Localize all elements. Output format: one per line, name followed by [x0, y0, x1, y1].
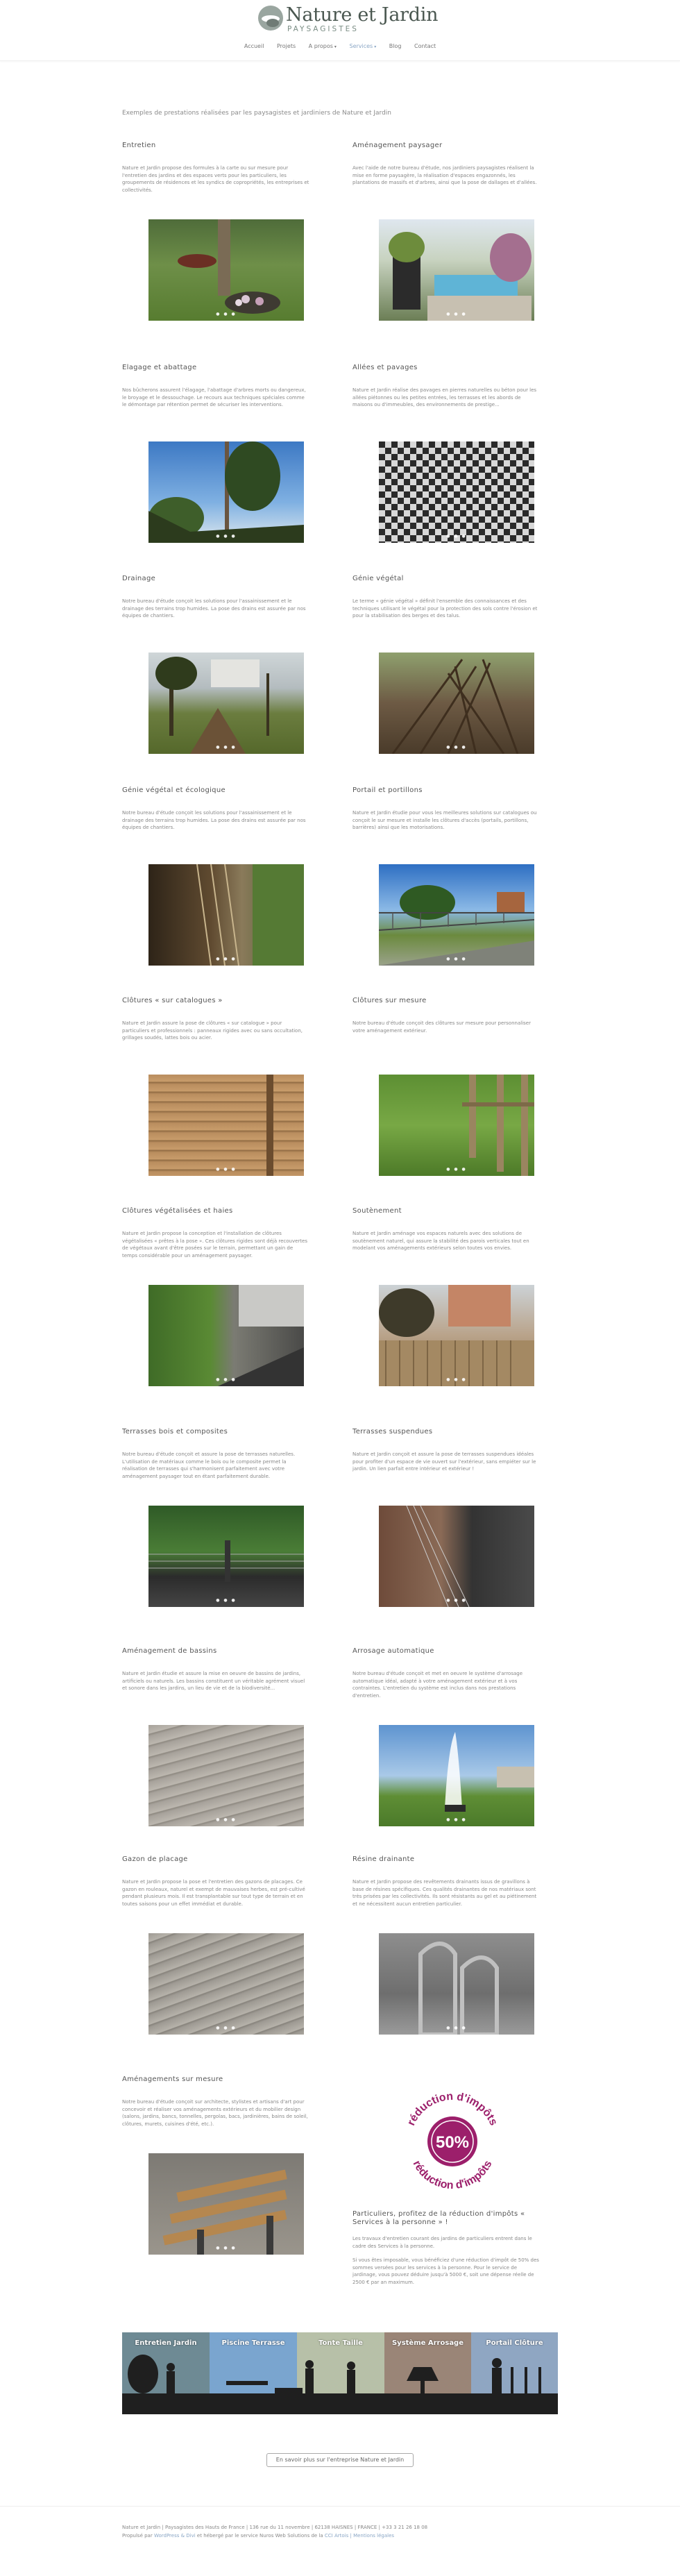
service-text: Nature et Jardin aménage vos espaces naturels avec des solutions de soutènement naturel, qui assure la stabilité des parois verticales tout en modelant vos aménagements extérieurs selon toutes vos envies.: [352, 1231, 529, 1251]
service-block: [352, 786, 540, 961]
main-nav: [0, 43, 680, 49]
service-image-drainage[interactable]: [148, 653, 304, 754]
services-banner[interactable]: [122, 2332, 558, 2414]
service-title: Portail et portillons: [352, 786, 423, 794]
nav-label: Contact: [414, 43, 436, 49]
carousel-dots[interactable]: ● ● ●: [216, 1377, 237, 1382]
service-block: [122, 142, 309, 317]
tax-text-1: Les travaux d'entretien courant des jardins de particuliers entrent dans le cadre des Services à la personne.: [352, 2236, 532, 2249]
nav-item-projets[interactable]: [277, 43, 296, 49]
service-text: Notre bureau d'étude conçoit et assure la pose de terrasses naturelles. L'utilisation de matériaux comme le bois ou le composite permet la réalisation de terrasses qui s'harmonisent parfaitement avec votre aménagement paysager tout en étant parfaitement durable.: [122, 1451, 296, 1479]
service-image-terrasses-bois[interactable]: [148, 1506, 304, 1607]
service-image-bassins[interactable]: [148, 1725, 304, 1826]
service-block: [122, 1855, 309, 2030]
banner-label: Entretien Jardin: [135, 2339, 197, 2347]
nav-label: Services: [349, 43, 373, 49]
service-text: Nature et Jardin propose des formules à la carte ou sur mesure pour l'entretien des jardins et des espaces verts pour les particuliers, les groupements de résidences et les syndics de copropriétés, les entreprises et collectivités.: [122, 165, 309, 193]
service-text: Le terme « génie végétal » définit l'ensemble des connaissances et des techniques utilisant le végétal pour la protection des sols contre l'érosion et pour la stabilisation des berges et des talus.: [352, 598, 538, 618]
banner-label: Piscine Terrasse: [221, 2339, 285, 2347]
footer-credits: [122, 2533, 394, 2539]
nav-item-blog[interactable]: [389, 43, 402, 49]
service-text: Nature et Jardin réalise des pavages en pierres naturelles ou béton pour les allées piétonnes ou les petites entrées, les terrasses et les abords de maisons ou d'immeubles, des environnements de prestige...: [352, 387, 537, 407]
service-block: [352, 1855, 540, 2030]
intro-text: Exemples de prestations réalisées par les paysagistes et jardiniers de Nature et Jardin: [122, 110, 391, 117]
service-image-allees[interactable]: [379, 441, 534, 543]
nav-item-contact[interactable]: [414, 43, 436, 49]
chevron-down-icon: ▾: [334, 44, 337, 49]
nav-label: Accueil: [244, 43, 264, 49]
site-header: [0, 0, 680, 61]
logo-subtitle: PAYSAGISTES: [287, 25, 359, 33]
carousel-dots[interactable]: ● ● ●: [446, 1377, 467, 1382]
service-block: [122, 364, 309, 539]
service-title: Génie végétal et écologique: [122, 786, 226, 794]
service-text: Nature et Jardin assure la pose de clôtures « sur catalogue » pour particuliers et professionnels : panneaux rigides avec ou sans occultation, grillages soudés, lattes bois ou acier.: [122, 1020, 303, 1041]
service-title: Clôtures sur mesure: [352, 997, 427, 1004]
carousel-dots[interactable]: ● ● ●: [216, 312, 237, 317]
service-text: Nos bûcherons assurent l'élagage, l'abattage d'arbres morts ou dangereux, le broyage et le dessouchage. Le recours aux techniques spéciales comme le démontage par rétention permet de sécuriser les interventions.: [122, 387, 306, 407]
service-title: Arrosage automatique: [352, 1647, 434, 1655]
service-image-terrasses-suspendues[interactable]: [379, 1506, 534, 1607]
banner-label: Tonte Taille: [318, 2339, 363, 2347]
service-image-elagage[interactable]: [148, 441, 304, 543]
service-text: Nature et Jardin étudie et assure la mise en oeuvre de bassins de jardins, artificiels ou naturels. Les bassins constituent un véritable agrément visuel et sonore dans les jardins, un lieu de vie et de la biodiversité...: [122, 1671, 305, 1691]
carousel-dots[interactable]: ● ● ●: [446, 1167, 467, 1172]
service-image-resine[interactable]: [379, 1933, 534, 2035]
service-image-entretien[interactable]: [148, 219, 304, 321]
footer-link-wordpress[interactable]: WordPress & Divi: [153, 2533, 196, 2539]
service-text: Notre bureau d'étude conçoit sur architecte, stylistes et artisans d'art pour concevoir et réaliser vos aménagements extérieurs et du mobilier design (salons, jardins, bancs, tonnelles, pergolas, bacs, jardinières, bains de soleil, clôtures, murets, cuisines d'été, etc.).: [122, 2099, 308, 2127]
banner-label: Portail Clôture: [486, 2339, 543, 2347]
service-block: [122, 1428, 309, 1603]
service-block: [352, 142, 540, 317]
more-about-button[interactable]: En savoir plus sur l'entreprise Nature et Jardin: [266, 2453, 414, 2467]
banner-silhouettes: [122, 2332, 558, 2414]
carousel-dots[interactable]: ● ● ●: [446, 957, 467, 961]
tax-info-block: [352, 2210, 540, 2286]
carousel-dots[interactable]: ● ● ●: [446, 312, 467, 317]
carousel-dots[interactable]: ● ● ●: [216, 745, 237, 750]
carousel-dots[interactable]: ● ● ●: [216, 957, 237, 961]
service-block: [352, 997, 540, 1172]
carousel-dots[interactable]: ● ● ●: [446, 534, 467, 539]
service-block: [122, 1647, 309, 1822]
logo-icon: [258, 6, 283, 31]
logo-title: Nature et Jardin: [286, 4, 439, 26]
service-text: Notre bureau d'étude conçoit et met en oeuvre le système d'arrosage automatique idéal, adapté à votre aménagement extérieur et à vos contraintes. L'entretien du système est inclus dans nos prestations d'entretien.: [352, 1671, 523, 1699]
banner-label: Système Arrosage: [391, 2339, 464, 2347]
service-block: [352, 575, 540, 750]
service-text: Nature et Jardin étudie pour vous les meilleures solutions sur catalogues ou conçoit le sur mesure et installe les clôtures d'accès (portails, portillons, barrières) ainsi que les motorisations.: [352, 810, 537, 830]
service-text: Avec l'aide de notre bureau d'étude, nos jardiniers paysagistes réalisent la mise en forme paysagère, la réalisation d'espaces engazonnés, les plantations de massifs et d'arbres, ainsi que la pose de dallages et d'allées.: [352, 165, 537, 185]
badge-bottom-text: réduction d'impôts: [410, 2158, 495, 2192]
service-image-sur-mesure[interactable]: [148, 2153, 304, 2255]
service-block: [122, 575, 309, 750]
carousel-dots[interactable]: ● ● ●: [216, 534, 237, 539]
service-title: Clôtures végétalisées et haies: [122, 1207, 233, 1215]
service-text: Notre bureau d'étude conçoit les solutions pour l'assainissement et le drainage des terrains trop humides. La pose des drains est assurée par nos équipes de chantiers.: [122, 598, 306, 618]
service-title: Drainage: [122, 575, 156, 582]
service-title: Clôtures « sur catalogues »: [122, 997, 223, 1004]
service-block: [352, 364, 540, 539]
service-text: Nature et Jardin conçoit et assure la pose de terrasses suspendues idéales pour profiter d'un espace de vie ouvert sur l'extérieur, sans empiéter sur le jardin. Un lien parfait entre intérieur et extérieur !: [352, 1451, 536, 1472]
chevron-down-icon: ▾: [374, 44, 377, 49]
site-footer: [0, 2506, 680, 2576]
nav-label: Blog: [389, 43, 402, 49]
nav-label: Projets: [276, 43, 296, 49]
service-block: [122, 1207, 309, 1382]
service-image-arrosage[interactable]: [379, 1725, 534, 1826]
footer-link-cci[interactable]: CCI Artois: [324, 2533, 349, 2539]
footer-text: Propulsé par: [122, 2533, 154, 2539]
service-image-clotures-mesure[interactable]: [379, 1075, 534, 1176]
service-text: Notre bureau d'étude conçoit des clôtures sur mesure pour personnaliser votre aménagement extérieur.: [352, 1020, 531, 1034]
service-image-amenagement[interactable]: [379, 219, 534, 321]
service-image-genie-vegetal[interactable]: [379, 653, 534, 754]
carousel-dots[interactable]: ● ● ●: [216, 2026, 237, 2030]
service-title: Soutènement: [352, 1207, 402, 1215]
carousel-dots[interactable]: ● ● ●: [446, 1817, 467, 1822]
service-block: [122, 786, 309, 961]
carousel-dots[interactable]: ● ● ●: [216, 2246, 237, 2250]
service-block: [352, 1207, 540, 1382]
nav-item-services[interactable]: [349, 43, 376, 49]
service-block: [352, 1428, 540, 1603]
service-block: [122, 2076, 309, 2250]
service-text: Nature et Jardin propose des revêtements drainants issus de gravillons à base de résines spécifiques. Ces qualités drainantes de nos matériaux sont très prisées par les collectivités. Ils sont résistants au gel et au piétinement et ne nécessitent aucun entretien particulier.: [352, 1879, 537, 1907]
service-title: Résine drainante: [352, 1855, 415, 1863]
nav-item-a-propos[interactable]: [309, 43, 337, 49]
service-image-clotures-vegetalisees[interactable]: [148, 1285, 304, 1386]
carousel-dots[interactable]: ● ● ●: [446, 1598, 467, 1603]
service-text: Notre bureau d'étude conçoit les solutions pour l'assainissement et le drainage des terrains trop humides. La pose des drains est assurée par nos équipes de chantiers.: [122, 810, 306, 830]
service-image-genie-ecologique[interactable]: [148, 864, 304, 966]
service-title: Allées et pavages: [352, 364, 418, 371]
carousel-dots[interactable]: ● ● ●: [446, 745, 467, 750]
service-image-soutenement[interactable]: [379, 1285, 534, 1386]
service-title: Gazon de placage: [122, 1855, 188, 1863]
badge-top-text: réduction d'impôts: [405, 2090, 500, 2128]
footer-link-mentions[interactable]: | Mentions légales: [348, 2533, 395, 2539]
carousel-dots[interactable]: ● ● ●: [216, 1598, 237, 1603]
service-image-portail[interactable]: [379, 864, 534, 966]
nav-label: A propos: [308, 43, 333, 49]
badge-percent: 50%: [435, 2133, 470, 2152]
tax-title: Particuliers, profitez de la réduction d'impôts « Services à la personne » !: [352, 2210, 525, 2226]
carousel-dots[interactable]: ● ● ●: [216, 1817, 237, 1822]
carousel-dots[interactable]: ● ● ●: [216, 1167, 237, 1172]
service-title: Génie végétal: [352, 575, 404, 582]
service-text: Nature et Jardin propose la conception et l'installation de clôtures végétalisées « prêtes à la pose ». Ces clôtures rigides sont déjà recouvertes de végétaux avant d'être posées sur le terrain, permettant un gain de temps considérable pour un aménagement paysager.: [122, 1231, 308, 1258]
service-block: [122, 997, 309, 1172]
service-image-gazon[interactable]: [148, 1933, 304, 2035]
service-image-clotures-catalogue[interactable]: [148, 1075, 304, 1176]
footer-address: Nature et Jardin | Paysagistes des Hauts de France | 136 rue du 11 novembre | 62138 HAISNES | FRANCE | +33 3 21 26 18 08: [122, 2525, 428, 2530]
service-title: Aménagement de bassins: [122, 1647, 217, 1655]
nav-item-accueil[interactable]: [244, 43, 264, 49]
carousel-dots[interactable]: ● ● ●: [446, 2026, 467, 2030]
service-text: Nature et Jardin propose la pose et l'entretien des gazons de placages. Ce gazon en rouleaux, naturel et exempt de mauvaises herbes, est pré-cultivé pendant plusieurs mois. Il est transplantable sur tout type de terrain et en toutes saisons pour un effet immédiat et durable.: [122, 1879, 305, 1907]
service-title: Aménagement paysager: [352, 142, 443, 149]
service-title: Aménagements sur mesure: [122, 2076, 223, 2083]
tax-reduction-badge: [397, 2086, 508, 2197]
service-title: Terrasses bois et composites: [122, 1428, 228, 1436]
tax-text-2: Si vous êtes imposable, vous bénéficiez d'une réduction d'impôt de 50% des sommes versées pour les services à la personne. Pour le service de jardinage, vous pouvez déduire jusqu'à 5000 €, soit une dépense réelle de 2500 € par an maximum.: [352, 2257, 539, 2285]
service-block: [352, 1647, 540, 1822]
service-title: Elagage et abattage: [122, 364, 197, 371]
service-title: Terrasses suspendues: [352, 1428, 433, 1436]
service-title: Entretien: [122, 142, 156, 149]
site-logo[interactable]: [258, 4, 439, 35]
footer-text: et hébergé par le service Nuros Web Solutions de la: [195, 2533, 325, 2539]
